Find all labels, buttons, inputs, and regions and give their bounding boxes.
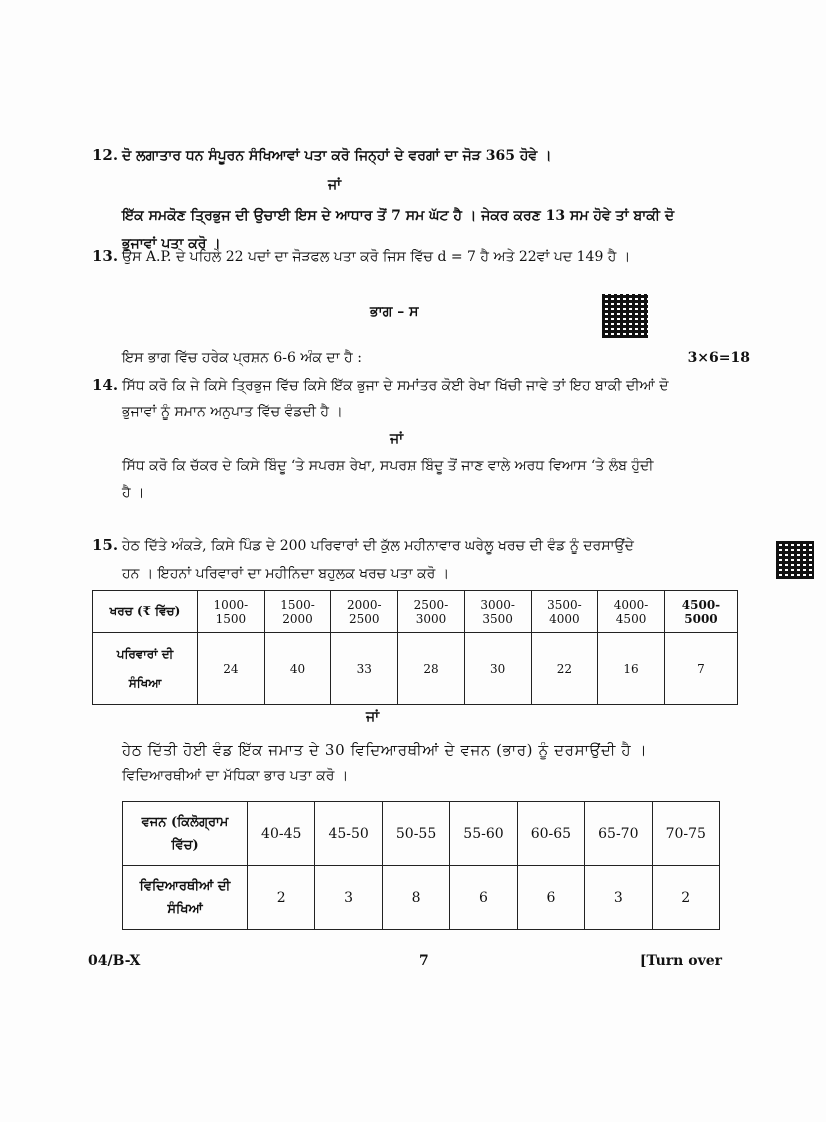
page-number: 7	[419, 953, 429, 969]
row-header: ਖਰਚ (₹ ਵਿੱਚ)	[93, 591, 198, 633]
table-cell: 40-45	[248, 802, 315, 866]
q15-number: 15.	[92, 536, 119, 554]
table-cell: 6	[450, 866, 517, 930]
row-header	[123, 802, 248, 866]
section-marks: 3×6=18	[687, 350, 750, 366]
row-header	[123, 866, 248, 930]
q12-text: ਦੋ ਲਗਾਤਾਰ ਧਨ ਸੰਪੂਰਨ ਸੰਖਿਆਵਾਂ ਪਤਾ ਕਰੋ ਜਿਨ੍ਹਾਂ ਦੇ ਵਰਗਾਂ ਦਾ ਜੋੜ 365 ਹੋਵੇ ।	[122, 148, 552, 164]
table-cell: 1000-1500	[198, 591, 265, 633]
section-title: ਭਾਗ – ਸ	[370, 304, 419, 320]
table-cell: 28	[398, 633, 465, 705]
table-cell: 8	[382, 866, 449, 930]
q15-alt-line1: ਹੇਠ ਦਿੱਤੀ ਹੋਈ ਵੰਡ ਇੱਕ ਜਮਾਤ ਦੇ 30 ਵਿਦਿਆਰਥੀਆਂ ਦੇ ਵਜਨ (ਭਾਰ) ਨੂੰ ਦਰਸਾਉਂਦੀ ਹੈ ।	[122, 741, 648, 759]
table-cell: 50-55	[382, 802, 449, 866]
table-cell: 22	[531, 633, 598, 705]
table-cell: 1500-2000	[264, 591, 331, 633]
row-header-line: ਵਿਦਿਆਰਥੀਆਂ ਦੀ	[139, 878, 231, 894]
q15-or: ਜਾਂ	[366, 709, 380, 725]
q14-line1: ਸਿੱਧ ਕਰੋ ਕਿ ਜੇ ਕਿਸੇ ਤ੍ਰਿਭੁਜ ਵਿੱਚ ਕਿਸੇ ਇੱਕ ਭੁਜਾ ਦੇ ਸਮਾਂਤਰ ਕੋਈ ਰੇਖਾ ਖਿੱਚੀ ਜਾਵੇ ਤਾਂ ਇਹ ਬਾਕੀ ਦੀਆਂ ਦੋ	[122, 378, 669, 394]
side-qr-code-icon	[776, 541, 814, 579]
table-cell: 3500-4000	[531, 591, 598, 633]
q15-line2: ਹਨ । ਇਹਨਾਂ ਪਰਿਵਾਰਾਂ ਦਾ ਮਹੀਨਿਦਾ ਬਹੁਲਕ ਖਰਚ ਪਤਾ ਕਰੋ ।	[122, 566, 450, 582]
table-cell: 3	[585, 866, 652, 930]
row-header-line: ਵਜਨ (ਕਿਲੋਗ੍ਰਾਮ	[141, 814, 229, 830]
table-cell: 2	[248, 866, 315, 930]
expenditure-table	[92, 590, 738, 705]
table-cell: 33	[331, 633, 398, 705]
row-header	[93, 633, 198, 705]
table-row	[93, 633, 738, 705]
row-header-line: ਵਿੱਚ)	[171, 837, 199, 853]
q14-alt-line1: ਸਿੱਧ ਕਰੋ ਕਿ ਚੱਕਰ ਦੇ ਕਿਸੇ ਬਿੰਦੂ ‘ਤੇ ਸਪਰਸ਼ ਰੇਖਾ, ਸਪਰਸ਼ ਬਿੰਦੂ ਤੋਂ ਜਾਣ ਵਾਲੇ ਅਰਧ ਵਿਆਸ ‘ਤੇ ਲੰਬ ਹੁੰਦੀ	[122, 458, 654, 474]
row-header-line: ਪਰਿਵਾਰਾਂ ਦੀ	[116, 646, 174, 661]
q12-alt-line2: ਭੁਜਾਵਾਂ ਪਤਾ ਕਰੋ ।	[122, 236, 221, 252]
turn-over: [Turn over	[639, 953, 722, 969]
table-cell: 3000-3500	[464, 591, 531, 633]
table-cell: 4000-4500	[598, 591, 665, 633]
table-cell: 6	[517, 866, 584, 930]
paper-code: 04/B-X	[88, 953, 141, 969]
q14-or: ਜਾਂ	[390, 431, 404, 447]
row-header-line: ਸੰਖਿਆ	[128, 675, 162, 690]
table-cell: 30	[464, 633, 531, 705]
q14-number: 14.	[92, 376, 119, 394]
q12-or: ਜਾਂ	[328, 177, 342, 193]
table-cell: 24	[198, 633, 265, 705]
table-row	[93, 591, 738, 633]
table-cell: 7	[664, 633, 737, 705]
table-cell: 3	[315, 866, 382, 930]
q14-line2: ਭੁਜਾਵਾਂ ਨੂੰ ਸਮਾਨ ਅਨੁਪਾਤ ਵਿੱਚ ਵੰਡਦੀ ਹੈ ।	[122, 404, 343, 420]
table-cell: 70-75	[652, 802, 719, 866]
q13-text: ਉਸ A.P. ਦੇ ਪਹਿਲੇ 22 ਪਦਾਂ ਦਾ ਜੋੜਫਲ ਪਤਾ ਕਰੋ ਜਿਸ ਵਿੱਚ d = 7 ਹੈ ਅਤੇ 22ਵਾਂ ਪਦ 149 ਹੈ ।	[122, 249, 631, 265]
q14-alt-line2: ਹੈ ।	[122, 485, 145, 501]
q12-number: 12.	[92, 146, 119, 164]
section-instruction: ਇਸ ਭਾਗ ਵਿੱਚ ਹਰੇਕ ਪ੍ਰਸ਼ਨ 6-6 ਅੰਕ ਦਾ ਹੈ :	[122, 350, 362, 366]
table-row	[123, 802, 720, 866]
table-cell: 16	[598, 633, 665, 705]
q13-number: 13.	[92, 247, 119, 265]
table-cell: 2000-2500	[331, 591, 398, 633]
row-header-line: ਸੰਖਿਆਂ	[167, 901, 203, 917]
table-row	[123, 866, 720, 930]
q12-alt-line1: ਇੱਕ ਸਮਕੋਣ ਤ੍ਰਿਭੁਜ ਦੀ ਉਚਾਈ ਇਸ ਦੇ ਆਧਾਰ ਤੋਂ 7 ਸਮ ਘੱਟ ਹੈ । ਜੇਕਰ ਕਰਣ 13 ਸਮ ਹੋਵੇ ਤਾਂ ਬਾਕੀ ਦੋ	[122, 208, 675, 224]
table-cell: 2500-3000	[398, 591, 465, 633]
weight-table	[122, 801, 720, 930]
table-cell: 2	[652, 866, 719, 930]
table-cell: 55-60	[450, 802, 517, 866]
qr-code-icon	[602, 294, 648, 338]
table-cell: 4500-5000	[664, 591, 737, 633]
q15-line1: ਹੇਠ ਦਿੱਤੇ ਅੰਕੜੇ, ਕਿਸੇ ਪਿੰਡ ਦੇ 200 ਪਰਿਵਾਰਾਂ ਦੀ ਕੁੱਲ ਮਹੀਨਾਵਾਰ ਘਰੇਲੂ ਖਰਚ ਦੀ ਵੰਡ ਨੂੰ ਦਰਸਾਉਂਦੇ	[122, 538, 634, 554]
table-cell: 60-65	[517, 802, 584, 866]
q15-alt-line2: ਵਿਦਿਆਰਥੀਆਂ ਦਾ ਮੱਧਿਕਾ ਭਾਰ ਪਤਾ ਕਰੋ ।	[122, 768, 349, 784]
table-cell: 45-50	[315, 802, 382, 866]
table-cell: 65-70	[585, 802, 652, 866]
table-cell: 40	[264, 633, 331, 705]
